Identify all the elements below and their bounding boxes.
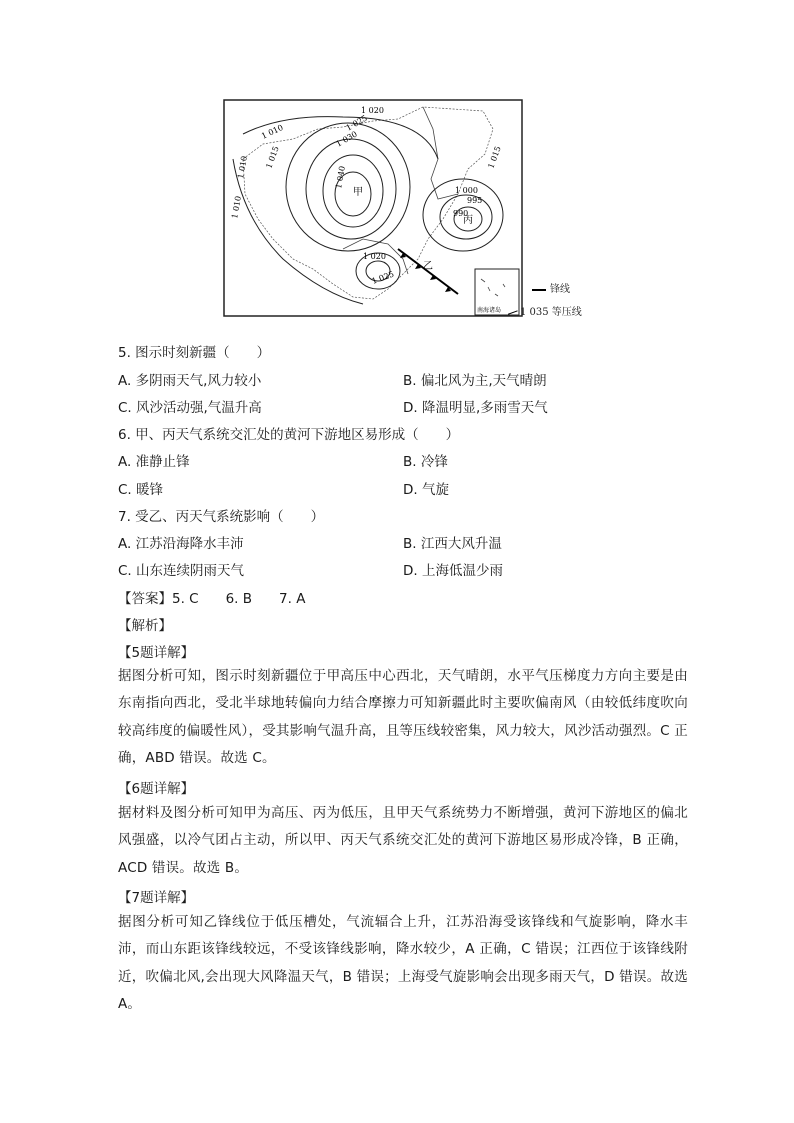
question-5-option-b: B. 偏北风为主,天气晴朗 <box>403 373 547 389</box>
detail-5-heading: 【5题详解】 <box>118 645 195 661</box>
isobar-icon <box>508 310 518 315</box>
question-5-option-a: A. 多阴雨天气,风力较小 <box>118 373 262 389</box>
question-6-stem: 6. 甲、丙天气系统交汇处的黄河下游地区易形成（ ） <box>118 427 460 443</box>
inset-label: 南海诸岛 <box>477 307 502 314</box>
svg-text:1 025: 1 025 <box>344 113 369 133</box>
detail-7-heading: 【7题详解】 <box>118 890 195 906</box>
front-yi: 乙 <box>423 261 433 272</box>
legend-front: 锋线 <box>532 280 570 295</box>
svg-text:1 030: 1 030 <box>334 129 359 149</box>
svg-text:995: 995 <box>467 196 483 205</box>
question-6-option-c: C. 暖锋 <box>118 482 164 498</box>
question-7-option-b: B. 江西大风升温 <box>403 536 502 552</box>
question-7-option-c: C. 山东连续阴雨天气 <box>118 563 245 579</box>
svg-text:1 000: 1 000 <box>455 186 478 195</box>
detail-6-text: 据材料及图分析可知甲为高压、丙为低压，且甲天气系统势力不断增强，黄河下游地区的偏北风强盛，以冷气团占主动，所以甲、丙天气系统交汇处的黄河下游地区易形成冷锋，B 正确，ACD 错误。故选 B。 <box>118 805 688 876</box>
legend-isobar: 1 035 等压线 <box>508 303 582 318</box>
high-pressure-jia: 甲 <box>353 187 363 198</box>
svg-text:990: 990 <box>453 209 469 218</box>
question-7-option-a: A. 江苏沿海降水丰沛 <box>118 536 244 552</box>
svg-text:1 040: 1 040 <box>334 165 347 190</box>
front-line-icon <box>532 289 546 291</box>
svg-text:1 015: 1 015 <box>264 145 281 170</box>
question-6-option-b: B. 冷锋 <box>403 454 448 470</box>
detail-7-text: 据图分析可知乙锋线位于低压槽处，气流辐合上升，江苏沿海受该锋线和气旋影响，降水丰沛，而山东距该锋线较远，不受该锋线影响，降水较少，A 正确，C 错误；江西位于该锋线附近，吹偏北风,会出现大风降温天气，B 错误；上海受气旋影响会出现多雨天气，D 错误。故选 A。 <box>118 914 688 1012</box>
low-pressure-bing: 丙 <box>463 215 473 226</box>
question-6-option-d: D. 气旋 <box>403 482 449 498</box>
detail-5-text: 据图分析可知，图示时刻新疆位于甲高压中心西北，天气晴朗，水平气压梯度力方向主要是由东南指向西北，受北半球地转偏向力结合摩擦力可知新疆此时主要吹偏南风（由较低纬度吹向较高纬度的偏暖性风），受其影响气温升高，且等压线较密集，风力较大，风沙活动强烈。C 正确，ABD 错误。故选 C。 <box>118 668 688 766</box>
svg-text:1 010: 1 010 <box>230 195 243 220</box>
svg-text:1 010: 1 010 <box>260 122 285 141</box>
question-6-option-a: A. 准静止锋 <box>118 454 190 470</box>
svg-text:1 025: 1 025 <box>370 269 396 286</box>
svg-text:1 015: 1 015 <box>486 145 503 170</box>
weather-map <box>223 99 523 317</box>
question-7-stem: 7. 受乙、丙天气系统影响（ ） <box>118 509 325 525</box>
svg-text:1 020: 1 020 <box>361 106 384 115</box>
question-5-option-d: D. 降温明显,多雨雪天气 <box>403 400 548 416</box>
answer-line: 【答案】5. C 6. B 7. A <box>118 591 306 607</box>
svg-text:1 010: 1 010 <box>236 155 249 180</box>
svg-text:1 020: 1 020 <box>363 252 386 261</box>
question-5-stem: 5. 图示时刻新疆（ ） <box>118 345 271 361</box>
analysis-title: 【解析】 <box>118 618 172 634</box>
question-7-option-d: D. 上海低温少雨 <box>403 563 503 579</box>
question-5-option-c: C. 风沙活动强,气温升高 <box>118 400 262 416</box>
detail-6-heading: 【6题详解】 <box>118 781 195 797</box>
